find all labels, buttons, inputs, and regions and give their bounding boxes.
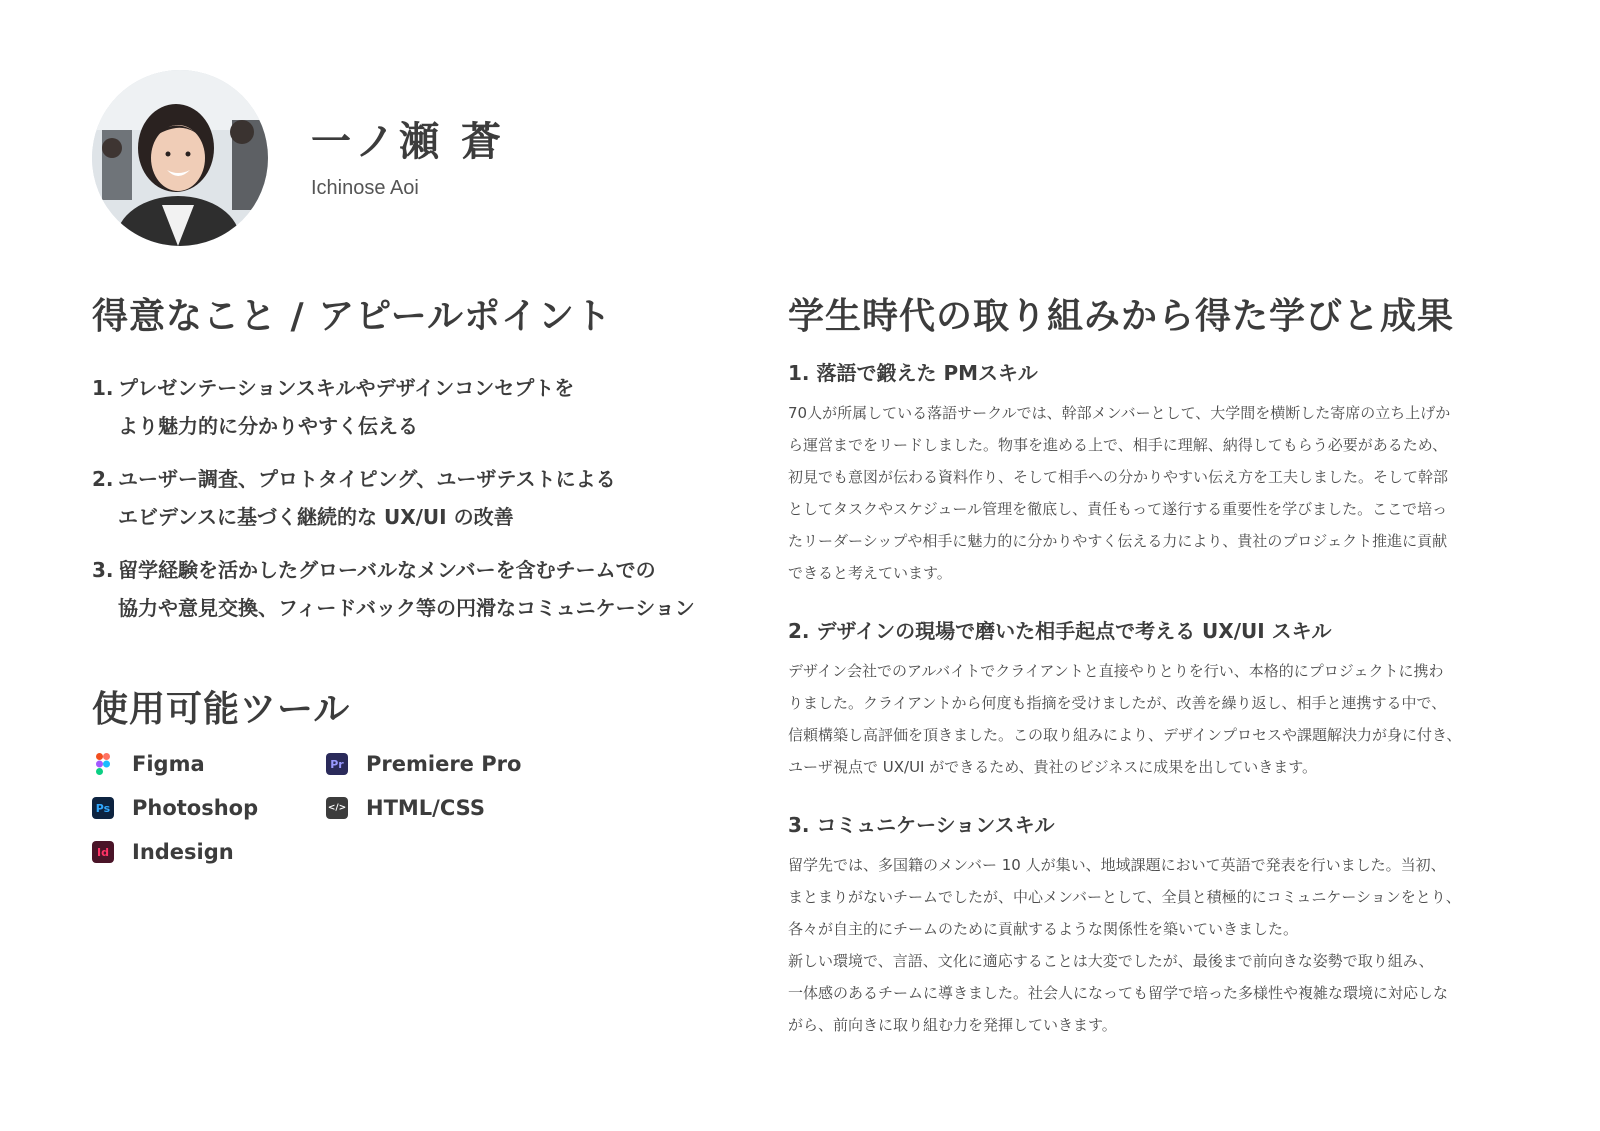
- name-japanese: 一ノ瀬 蒼: [311, 119, 505, 165]
- study-line: デザイン会社でのアルバイトでクライアントと直接やりとりを行い、本格的にプロジェクトに携わ: [788, 662, 1444, 680]
- name-block: [311, 110, 505, 200]
- study-line: 70人が所属している落語サークルでは、幹部メンバーとして、大学間を横断した寄席の立ち上げか: [788, 404, 1451, 422]
- appeal-item: [92, 460, 742, 536]
- study-line: まとまりがないチームでしたが、中心メンバーとして、全員と積極的にコミュニケーションをとり、: [788, 888, 1461, 906]
- study-line: 信頼構築し高評価を頂きました。この取り組みにより、デザインプロセスや課題解決力が身に付き、: [788, 726, 1462, 744]
- study-line: りました。クライアントから何度も指摘を受けましたが、改善を繰り返し、相手と連携する中で、: [788, 694, 1447, 712]
- study-heading: 3. コミュニケーションスキル: [788, 813, 1055, 837]
- name-english: Ichinose Aoi: [311, 177, 419, 199]
- profile-photo: [92, 70, 268, 246]
- appeal-item: [92, 369, 742, 445]
- study-body: [788, 397, 1528, 589]
- tool-label: Photoshop: [132, 796, 259, 820]
- appeal-list: [92, 369, 742, 627]
- study-heading: 1. 落語で鍛えた PMスキル: [788, 361, 1038, 385]
- study-line: ユーザ視点で UX/UI ができるため、貴社のビジネスに成果を出していきます。: [788, 758, 1318, 776]
- study-line: 留学先では、多国籍のメンバー 10 人が集い、地域課題において英語で発表を行いました。当初、: [788, 856, 1446, 874]
- appeal-line: ユーザー調査、プロトタイピング、ユーザテストによる: [118, 467, 616, 491]
- tool-item-figma: [92, 750, 326, 778]
- studies-title: 学生時代の取り組みから得た学びと成果: [788, 296, 1455, 337]
- study-section: [788, 805, 1528, 1041]
- tools-list: [92, 750, 742, 866]
- appeal-line: 協力や意見交換、フィードバック等の円滑なコミュニケーション: [118, 596, 695, 620]
- study-line: ら運営までをリードしました。物事を進める上で、相手に理解、納得してもらう必要があるため、: [788, 436, 1448, 454]
- figma-icon: [92, 753, 114, 775]
- appeal-line: プレゼンテーションスキルやデザインコンセプトを: [118, 376, 575, 400]
- study-body: [788, 655, 1528, 783]
- study-section: [788, 353, 1528, 589]
- right-column: [788, 288, 1528, 1041]
- tool-label: HTML/CSS: [366, 796, 485, 820]
- avatar: [92, 70, 268, 246]
- appeal-item: [92, 551, 742, 627]
- photoshop-icon: Ps: [92, 797, 114, 819]
- study-line: 新しい環境で、言語、文化に適応することは大変でしたが、最後まで前向きな姿勢で取り組み、: [788, 952, 1434, 970]
- study-line: できると考えています。: [788, 564, 952, 582]
- code-icon: </>: [326, 797, 348, 819]
- appeal-line: エビデンスに基づく継続的な UX/UI の改善: [118, 505, 514, 529]
- appeal-number: 2.: [92, 467, 114, 491]
- appeal-line: より魅力的に分かりやすく伝える: [118, 414, 418, 438]
- study-line: 初見でも意図が伝わる資料作り、そして相手への分かりやすい伝え方を工夫しました。そして幹部: [788, 468, 1449, 486]
- tool-label: Premiere Pro: [366, 752, 522, 776]
- study-line: 各々が自主的にチームのために貢献するような関係性を築いていきました。: [788, 920, 1299, 938]
- tool-item-indesign: [92, 838, 326, 866]
- premiere-pro-icon: Pr: [326, 753, 348, 775]
- study-line: としてタスクやスケジュール管理を徹底し、責任もって遂行する重要性を学びました。ここで培っ: [788, 500, 1448, 518]
- tool-label: Figma: [132, 752, 205, 776]
- study-line: がら、前向きに取り組む力を発揮していきます。: [788, 1016, 1117, 1034]
- study-heading: 2. デザインの現場で磨いた相手起点で考える UX/UI スキル: [788, 619, 1332, 643]
- tool-label: Indesign: [132, 840, 234, 864]
- tools-title: 使用可能ツール: [92, 689, 351, 730]
- appeal-line: 留学経験を活かしたグローバルなメンバーを含むチームでの: [118, 558, 656, 582]
- indesign-icon: Id: [92, 841, 114, 863]
- appeal-number: 1.: [92, 376, 114, 400]
- tool-item-photoshop: [92, 794, 326, 822]
- study-line: 一体感のあるチームに導きました。社会人になっても留学で培った多様性や複雑な環境に対応しな: [788, 984, 1449, 1002]
- study-section: [788, 611, 1528, 783]
- profile-header: [92, 70, 505, 246]
- tool-item-html-css: [326, 794, 566, 822]
- appeal-title: 得意なこと / アピールポイント: [92, 296, 613, 337]
- study-line: たリーダーシップや相手に魅力的に分かりやすく伝える力により、貴社のプロジェクト推進に貢献: [788, 532, 1448, 550]
- appeal-number: 3.: [92, 558, 114, 582]
- tool-item-premiere-pro: [326, 750, 566, 778]
- study-body: [788, 849, 1528, 1041]
- left-column: [92, 288, 742, 866]
